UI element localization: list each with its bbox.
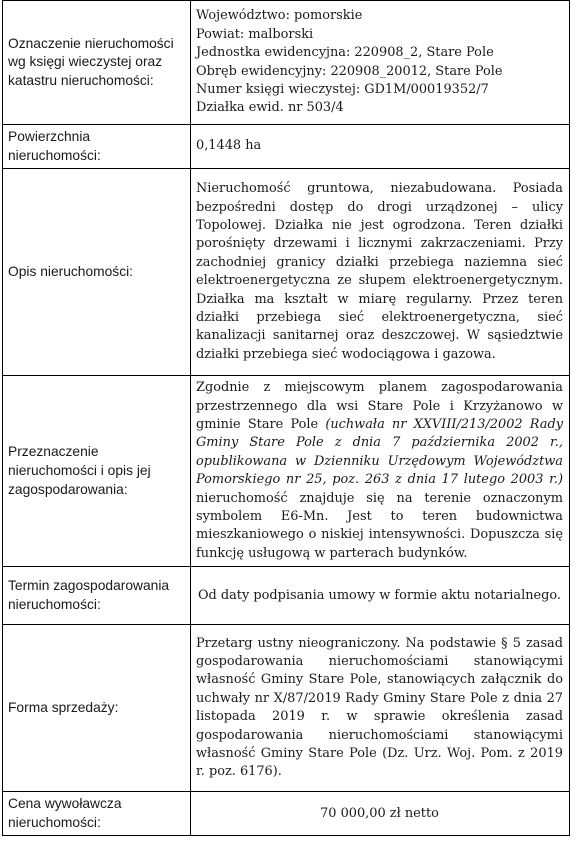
row-label-starting-price: Cena wywoławcza nieruchomości: [3, 792, 191, 836]
row-label-development-deadline: Termin zagospodarowania nieruchomości: [3, 567, 191, 625]
table-row [3, 625, 570, 792]
table-row [3, 567, 570, 625]
row-value-area: 0,1448 ha [191, 125, 570, 169]
county-line: Powiat: malborski [196, 26, 314, 42]
row-value-development-deadline: Od daty podpisania umowy w formie aktu notarialnego. [191, 567, 570, 625]
property-details-table [2, 0, 570, 836]
table-row [3, 169, 570, 376]
row-value-purpose [191, 376, 570, 567]
row-value-starting-price: 70 000,00 zł netto [191, 792, 570, 836]
table-row [3, 1, 570, 125]
land-register-number-line: Numer księgi wieczystej: GD1M/00019352/7 [196, 81, 489, 97]
purpose-text-part2: nieruchomość znajduje się na terenie oznaczonym symbolem E6-Mn. Jest to teren budownictwa mieszkaniowego o niskiej intensywności. Dopuszcza się funkcję usługową w parterach budynków. [196, 490, 563, 561]
row-label-sale-form: Forma sprzedaży: [3, 625, 191, 792]
purpose-resolution-citation: (uchwała nr XXVIII/213/2002 Rady Gminy Stare Pole z dnia 7 października 2002 r., opublikowana w Dzienniku Urzędowym Województwa Pomorskiego nr 25, poz. 263 z dnia 17 lutego 2003 r.) [196, 417, 563, 488]
row-value-sale-form: Przetarg ustny nieograniczony. Na podstawie § 5 zasad gospodarowania nieruchomościami stanowiącymi własność Gminy Stare Pole, stanowiących załącznik do uchwały nr X/87/2019 Rady Gminy Stare Pole z dnia 27 listopada 2019 r. w sprawie określenia zasad gospodarowania nieruchomościami stanowiącymi własność Gminy Stare Pole (Dz. Urz. Woj. Pom. z 2019 r. poz. 6176). [191, 625, 570, 792]
table-row [3, 376, 570, 567]
row-value-designation [191, 1, 570, 125]
row-value-description: Nieruchomość gruntowa, niezabudowana. Posiada bezpośredni dostęp do drogi urządzonej – ulicy Topolowej. Działka nie jest ogrodzona. Teren działki porośnięty drzewami i licznymi zakrzaczeniami. Przy zachodniej granicy działki przebiega naziemna sieć elektroenergetyczna ze słupem elektroenergetycznym. Działka ma kształt w miarę regularny. Przez teren działki przebiega sieć elektroenergetyczna, sieć kanalizacji sanitarnej oraz deszczowej. W sąsiedztwie działki przebiega sieć wodociągowa i gazowa. [191, 169, 570, 376]
table-row [3, 125, 570, 169]
row-label-area: Powierzchnia nieruchomości: [3, 125, 191, 169]
row-label-designation: Oznaczenie nieruchomości wg księgi wieczystej oraz katastru nieruchomości: [3, 1, 191, 125]
plot-number-line: Działka ewid. nr 503/4 [196, 100, 344, 116]
registry-precinct-line: Obręb ewidencyjny: 220908_20012, Stare Pole [196, 63, 503, 79]
row-label-purpose: Przeznaczenie nieruchomości i opis jej zagospodarowania: [3, 376, 191, 567]
voivodeship-line: Województwo: pomorskie [196, 8, 363, 24]
registry-unit-line: Jednostka ewidencyjna: 220908_2, Stare Pole [196, 45, 494, 61]
purpose-text-part1: Zgodnie z miejscowym planem zagospodarowania przestrzennego dla wsi Stare Pole i Krzyżanowo w gminie Stare Pole [196, 380, 563, 432]
table-row [3, 792, 570, 836]
row-label-description: Opis nieruchomości: [3, 169, 191, 376]
